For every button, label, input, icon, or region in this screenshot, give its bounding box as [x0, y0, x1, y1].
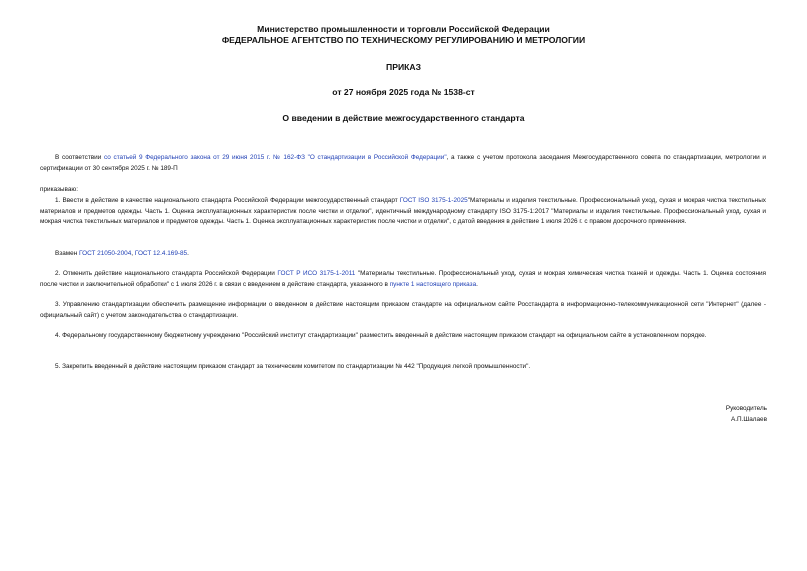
item-1-text: 1. Ввести в действие в качестве национального стандарта Российской Федерации межгосударственный стандарт — [55, 197, 400, 204]
replacement-separator: , — [131, 250, 135, 257]
item-5-paragraph: 5. Закрепить введенный в действие настоящим приказом стандарт за техническим комитетом по стандартизации № 442 "Продукция легкой промышленности". — [55, 363, 531, 370]
item-1-reference-link[interactable]: пункте 1 настоящего приказа — [389, 280, 477, 288]
agency-name: ФЕДЕРАЛЬНОЕ АГЕНТСТВО ПО ТЕХНИЧЕСКОМУ РЕГУЛИРОВАНИЮ И МЕТРОЛОГИИ — [221, 35, 586, 45]
preamble-paragraph — [40, 153, 766, 174]
signatory-name: А.П.Шалаев — [730, 416, 767, 423]
item-2-text-cont: "Материалы текстильные. Профессиональный уход, сухая и мокрая химическая чистка тканей и одежды. Часть 1. Оценка состояния после чистки и заключительной обработки" с 1 июля 2026 г. в связи с введением в действие стандарта, указанного в — [40, 270, 767, 288]
document-date-number: от 27 ноября 2025 года № 1538-ст — [332, 87, 475, 97]
item-2-end: . — [476, 280, 478, 288]
preamble-text-cont: , а также с учетом протокола заседания Межгосударственного совета по стандартизации, метрологии и сертификации от 30 сентября 2025 г. № 189-П — [40, 154, 766, 172]
order-word: приказываю: — [40, 186, 78, 193]
replacement-paragraph — [40, 249, 766, 260]
replacement-text: Взамен — [55, 250, 79, 257]
gost-21050-2004-link[interactable]: ГОСТ 21050-2004 — [79, 250, 132, 257]
document-title: О введении в действие межгосударственного стандарта — [282, 113, 525, 123]
item-1-paragraph — [40, 196, 766, 228]
document-type: ПРИКАЗ — [386, 62, 421, 72]
item-2-text: 2. Отменить действие национального стандарта Российской Федерации — [55, 270, 278, 277]
gost-r-iso-3175-1-2011-link[interactable]: ГОСТ Р ИСО 3175-1-2011 — [277, 270, 356, 277]
item-2-paragraph — [40, 269, 766, 290]
gost-12-4-169-85-link[interactable]: ГОСТ 12.4.169-85 — [134, 250, 188, 257]
item-3-paragraph: 3. Управлению стандартизации обеспечить размещение информации о введенном в действие настоящим приказом стандарте на официальном сайте Росстандарта в информационно-телекоммуникационной сети "Интернет" (далее - официальный сайт) с учетом законодательства о стандартизации. — [40, 301, 766, 319]
item-4-paragraph: 4. Федеральному государственному бюджетному учреждению "Российский институт стандартизации" разместить введенный в действие настоящим приказом стандарт на официальном сайте в установленном порядке. — [55, 332, 707, 339]
federal-law-link[interactable]: со статьей 9 Федерального закона от 29 июня 2015 г. № 162-ФЗ "О стандартизации в Российской Федерации" — [103, 154, 447, 161]
ministry-name: Министерство промышленности и торговли Российской Федерации — [257, 24, 550, 34]
preamble-text: В соответствии — [55, 154, 104, 161]
gost-iso-3175-1-2025-link[interactable]: ГОСТ ISO 3175-1-2025 — [399, 197, 468, 204]
item-1-text-cont: "Материалы и изделия текстильные. Профессиональный уход, сухая и мокрая чистка текстильных материалов и предметов одежды. Часть 1. Оценка эксплуатационных характеристик после чистки и отделки", идентичный международному стандарту ISO 3175-1:2017 "Материалы и изделия текстильные. Профессиональный уход, сухая и мокрая чистка текстильных материалов и предметов одежды. Часть 1. Оценка эксплуатационных характеристик после чистки и отделки", с датой введения в действие 1 июля 2026 г. с правом досрочного применения. — [40, 197, 766, 225]
replacement-end: . — [187, 250, 189, 257]
signatory-role: Руководитель — [725, 405, 767, 412]
